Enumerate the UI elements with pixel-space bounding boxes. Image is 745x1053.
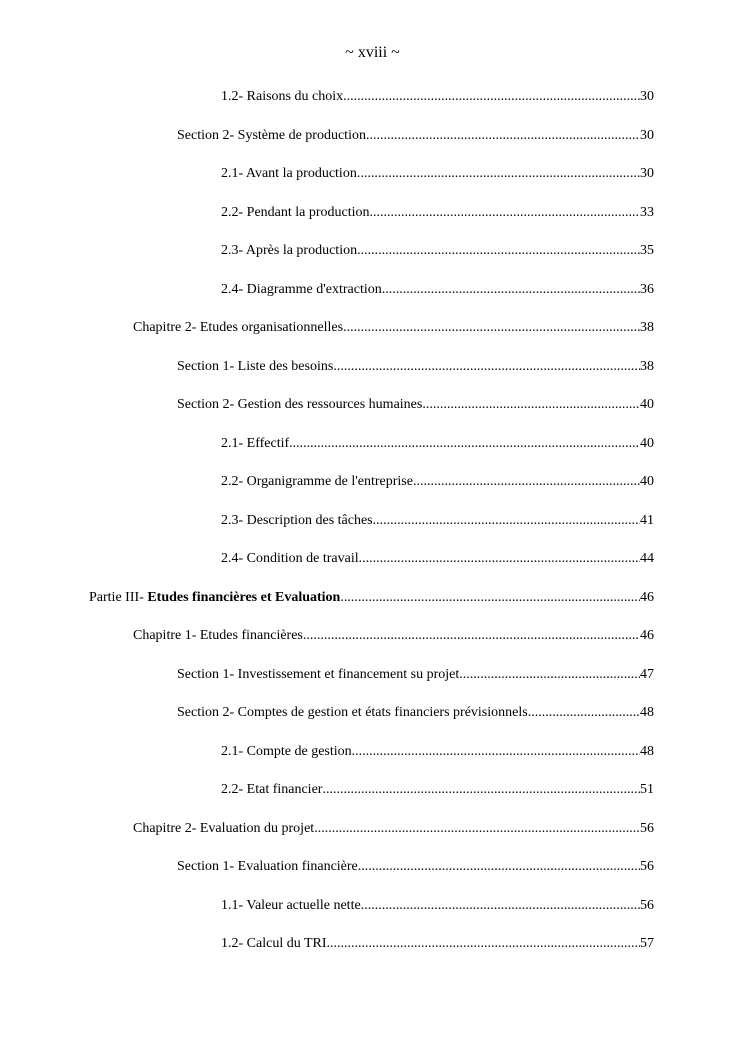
toc-page-number: 56 (640, 820, 654, 836)
toc-entry-title-bold: Etudes financières et Evaluation (147, 589, 341, 605)
toc-line (221, 203, 654, 223)
toc-page-number: 57 (640, 936, 654, 951)
toc-dot-leader (528, 703, 640, 723)
toc-line (221, 164, 654, 184)
toc-entry-title: 1.1- Valeur actuelle nette (221, 897, 361, 913)
toc-page-number: 30 (640, 89, 654, 104)
toc-entry-title: Section 1- Liste des besoins (177, 358, 334, 374)
toc-dot-leader (382, 280, 640, 300)
toc-line (177, 395, 654, 415)
toc-entry-title: 2.4- Diagramme d'extraction (221, 281, 382, 297)
toc-entry (0, 203, 745, 242)
toc-line (221, 280, 654, 300)
toc-line (221, 742, 654, 762)
toc-dot-leader (289, 434, 640, 454)
toc-dot-leader (322, 780, 640, 800)
toc-line (221, 434, 654, 454)
toc-page-number: 30 (640, 127, 654, 143)
toc-entry-title: 1.2- Calcul du TRI (221, 936, 327, 951)
toc-line (221, 472, 654, 492)
toc-entry (0, 511, 745, 550)
toc-entry (0, 395, 745, 434)
toc-entry (0, 934, 745, 973)
toc-entry (0, 164, 745, 203)
toc-line (133, 626, 654, 646)
toc-entry (0, 819, 745, 858)
toc-dot-leader (361, 896, 640, 916)
page-number: ~ xviii ~ (345, 44, 400, 61)
toc-page-number: 41 (640, 512, 654, 528)
toc-entry-title (147, 588, 340, 608)
toc-page-number: 48 (640, 743, 654, 759)
toc-dot-leader (370, 203, 640, 223)
toc-dot-leader (366, 126, 640, 146)
toc-page-number: 47 (640, 666, 654, 682)
toc-entry-title: 2.4- Condition de travail (221, 551, 359, 566)
toc-entry-title: 1.2- Raisons du choix (221, 89, 344, 104)
toc-page-number: 48 (640, 705, 654, 720)
toc-dot-leader (413, 472, 640, 492)
toc-page-number: 33 (640, 204, 654, 220)
toc-line (177, 665, 654, 685)
toc-page-number: 44 (640, 551, 654, 566)
toc-line (133, 318, 654, 338)
toc-dot-leader (303, 626, 640, 646)
toc-page-number: 46 (640, 628, 654, 643)
toc-entry-title: 2.2- Organigramme de l'entreprise (221, 474, 413, 489)
toc-page-number: 51 (640, 782, 654, 797)
toc-page-number: 35 (640, 243, 654, 258)
toc-page-number: 56 (640, 859, 654, 874)
toc-dot-leader (352, 742, 640, 762)
toc-page-number: 30 (640, 166, 654, 181)
toc-entry (0, 126, 745, 165)
toc-dot-leader (459, 665, 640, 685)
toc-entry-title: Section 1- Investissement et financement su projet (177, 666, 460, 682)
toc-line (133, 819, 654, 839)
toc-entry (0, 357, 745, 396)
toc-page-number: 40 (640, 474, 654, 489)
toc-page-number: 38 (640, 320, 654, 335)
toc-dot-leader (343, 87, 640, 107)
toc-entry (0, 780, 745, 819)
toc-entry-prefix: Partie III- (89, 589, 148, 605)
toc-dot-leader (358, 857, 640, 877)
toc-line (89, 588, 654, 608)
toc-entry-title: 2.1- Compte de gestion (221, 743, 352, 759)
toc-line (177, 703, 654, 723)
toc-line (177, 126, 654, 146)
toc-entry (0, 626, 745, 665)
toc-entry (0, 703, 745, 742)
page-header (0, 43, 745, 63)
toc-entry-title: Section 2- Système de production (177, 127, 366, 143)
toc-entry-title: 2.2- Pendant la production (221, 204, 370, 220)
toc-entry-title: Section 1- Evaluation financière (177, 859, 358, 874)
toc-entry-title: 2.2- Etat financier (221, 782, 323, 797)
toc-dot-leader (422, 395, 640, 415)
toc-entry-title: Section 2- Gestion des ressources humaines (177, 397, 423, 412)
toc-entry (0, 665, 745, 704)
toc-page-number: 40 (640, 397, 654, 412)
table-of-contents (0, 87, 745, 973)
toc-line (177, 857, 654, 877)
toc-entry-title: Chapitre 2- Evaluation du projet (133, 820, 315, 836)
toc-entry-title: Chapitre 1- Etudes financières (133, 628, 303, 643)
toc-entry (0, 549, 745, 588)
toc-page-number: 40 (640, 435, 654, 451)
toc-entry-title: Section 2- Comptes de gestion et états financiers prévisionnels (177, 705, 528, 720)
toc-page-number: 56 (640, 897, 654, 913)
toc-dot-leader (359, 549, 640, 569)
toc-dot-leader (340, 588, 640, 608)
toc-dot-leader (357, 164, 640, 184)
toc-entry (0, 588, 745, 627)
toc-entry (0, 87, 745, 126)
toc-entry (0, 896, 745, 935)
toc-page-number: 46 (640, 589, 654, 605)
toc-line (177, 357, 654, 377)
toc-line (221, 87, 654, 107)
toc-line (221, 511, 654, 531)
toc-line (221, 934, 654, 954)
toc-entry-title: Chapitre 2- Etudes organisationnelles (133, 320, 344, 335)
toc-dot-leader (373, 511, 640, 531)
toc-dot-leader (343, 318, 640, 338)
toc-entry (0, 857, 745, 896)
toc-entry (0, 434, 745, 473)
toc-page-number: 36 (640, 281, 654, 297)
toc-line (221, 896, 654, 916)
toc-page-number: 38 (640, 358, 654, 374)
toc-entry (0, 472, 745, 511)
toc-dot-leader (357, 241, 640, 261)
toc-entry (0, 280, 745, 319)
toc-entry (0, 742, 745, 781)
toc-entry (0, 241, 745, 280)
toc-line (221, 549, 654, 569)
toc-line (221, 241, 654, 261)
toc-line (221, 780, 654, 800)
toc-entry-title: 2.3- Après la production (221, 243, 358, 258)
toc-entry-title: 2.1- Effectif (221, 435, 290, 451)
toc-dot-leader (314, 819, 640, 839)
toc-entry-title: 2.1- Avant la production (221, 166, 357, 181)
toc-entry (0, 318, 745, 357)
toc-entry-title: 2.3- Description des tâches (221, 512, 373, 528)
toc-dot-leader (333, 357, 640, 377)
toc-dot-leader (327, 934, 640, 954)
